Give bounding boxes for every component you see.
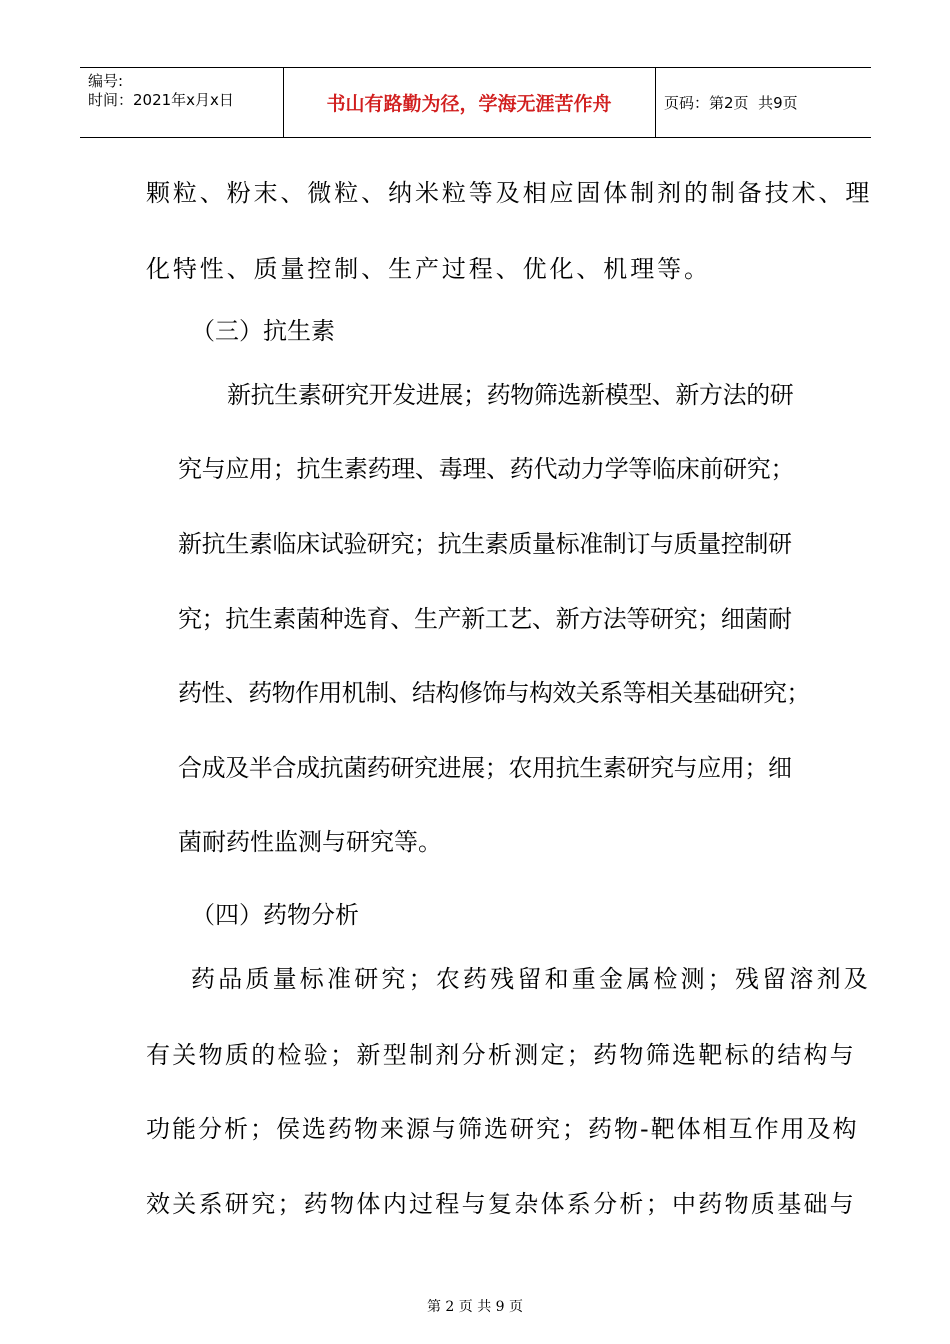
body-text-line: 究与应用；抗生素药理、毒理、药代动力学等临床前研究； xyxy=(178,455,795,483)
document-date: 时间：2021年x月x日 xyxy=(88,91,234,109)
body-text-line: 有关物质的检验；新型制剂分析测定；药物筛选靶标的结构与 xyxy=(146,1041,857,1069)
body-text-line: 菌耐药性监测与研究等。 xyxy=(178,828,442,856)
body-text-line: 新抗生素研究开发进展；药物筛选新模型、新方法的研 xyxy=(227,381,794,409)
section-heading: （三）抗生素 xyxy=(191,317,335,345)
header-page-info: 页码：第2页 共9页 xyxy=(664,94,798,112)
body-text-line: 效关系研究；药物体内过程与复杂体系分析；中药物质基础与 xyxy=(146,1190,857,1218)
section-heading: （四）药物分析 xyxy=(191,901,359,929)
body-text-line: 颗粒、粉末、微粒、纳米粒等及相应固体制剂的制备技术、理 xyxy=(146,179,873,207)
body-text-line: 合成及半合成抗菌药研究进展；农用抗生素研究与应用；细 xyxy=(178,754,792,782)
page-footer: 第 2 页 共 9 页 xyxy=(426,1299,524,1315)
body-text-line: 究；抗生素菌种选育、生产新工艺、新方法等研究；细菌耐 xyxy=(178,605,792,633)
body-text-line: 药性、药物作用机制、结构修饰与构效关系等相关基础研究； xyxy=(178,679,810,707)
body-text-line: 化特性、质量控制、生产过程、优化、机理等。 xyxy=(146,255,711,283)
header-meta xyxy=(88,72,234,110)
body-text-line: 功能分析；侯选药物来源与筛选研究；药物-靶体相互作用及构 xyxy=(146,1115,859,1143)
document-number-label: 编号: xyxy=(88,72,124,90)
header-divider xyxy=(655,68,656,137)
body-text-line: 药品质量标准研究；农药残留和重金属检测；残留溶剂及 xyxy=(191,965,871,993)
header-motto: 书山有路勤为径，学海无涯苦作舟 xyxy=(326,93,612,115)
body-text-line: 新抗生素临床试验研究；抗生素质量标准制订与质量控制研 xyxy=(178,530,792,558)
page-header xyxy=(80,67,871,138)
